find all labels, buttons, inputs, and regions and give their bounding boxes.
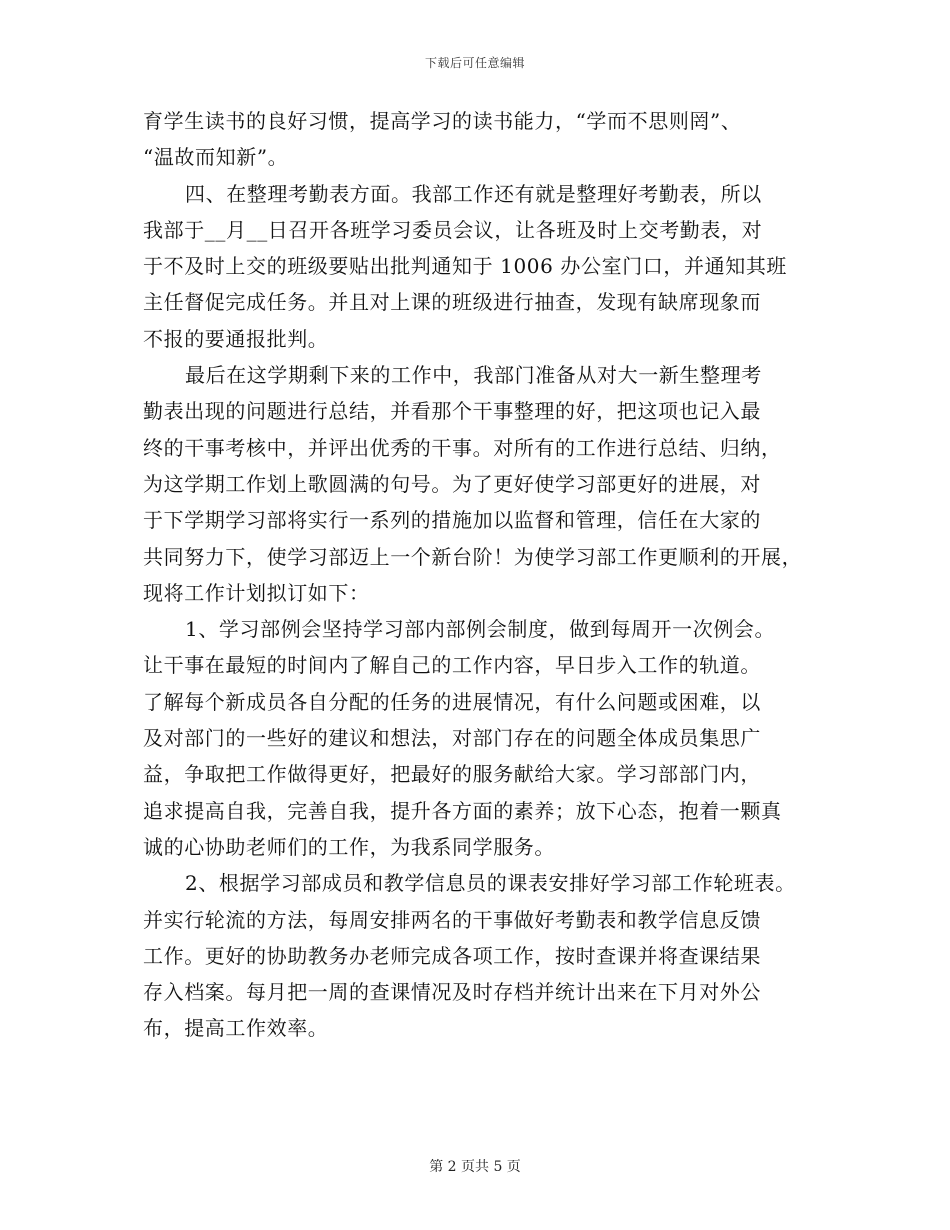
text-line: 不报的要通报批判。	[143, 326, 329, 351]
text-line: 工作。更好的协助教务办老师完成各项工作，按时查课并将查课结果	[143, 943, 761, 968]
text-line: 并实行轮流的方法，每周安排两名的干事做好考勤表和教学信息反馈	[143, 907, 761, 932]
text-line: 于不及时上交的班级要贴出批判通知于 1006 办公室门口，并通知其班	[143, 254, 788, 279]
text-line: 最后在这学期剩下来的工作中，我部门准备从对大一新生整理考	[185, 363, 762, 388]
text-line: 了解每个新成员各自分配的任务的进展情况，有什么问题或困难，以	[143, 689, 761, 714]
text-line: 追求提高自我，完善自我，提升各方面的素养；放下心态，抱着一颗真	[143, 798, 782, 823]
text-line: 终的干事考核中，并评出优秀的干事。对所有的工作进行总结、归纳，	[143, 435, 782, 460]
text-line: 我部于__月__日召开各班学习委员会议，让各班及时上交考勤表，对	[143, 217, 763, 242]
document-body	[143, 103, 823, 1047]
text-line: 1、学习部例会坚持学习部内部例会制度，做到每周开一次例会。	[185, 617, 776, 642]
page-header: 下载后可任意编辑	[424, 56, 525, 70]
text-line: 四、在整理考勤表方面。我部工作还有就是整理好考勤表，所以	[185, 181, 762, 206]
text-line: 让干事在最短的时间内了解自己的工作内容，早日步入工作的轨道。	[143, 653, 761, 678]
page-footer: 第 2 页共 5 页	[429, 1159, 521, 1175]
text-line: 存入档案。每月把一周的查课情况及时存档并统计出来在下月对外公	[143, 980, 761, 1005]
text-line: 为这学期工作划上歌圆满的句号。为了更好使学习部更好的进展，对	[143, 471, 761, 496]
text-line: 主任督促完成任务。并且对上课的班级进行抽查，发现有缺席现象而	[143, 290, 761, 315]
text-line: 现将工作计划拟订如下：	[143, 580, 370, 605]
text-line: 益，争取把工作做得更好，把最好的服务献给大家。学习部部门内，	[143, 762, 761, 787]
text-line: 共同努力下，使学习部迈上一个新台阶！为使学习部工作更顺利的开展，	[143, 544, 803, 569]
text-line: 布，提高工作效率。	[143, 1016, 329, 1041]
text-line: 2、根据学习部成员和教学信息员的课表安排好学习部工作轮班表。	[185, 871, 796, 896]
text-line: “温故而知新”。	[143, 145, 289, 170]
text-line: 诚的心协助老师们的工作，为我系同学服务。	[143, 834, 555, 859]
text-line: 勤表出现的问题进行总结，并看那个干事整理的好，把这项也记入最	[143, 399, 761, 424]
text-line: 及对部门的一些好的建议和想法，对部门存在的问题全体成员集思广	[143, 726, 761, 751]
text-line: 育学生读书的良好习惯，提高学习的读书能力，“学而不思则罔”、	[143, 109, 742, 133]
text-line: 于下学期学习部将实行一系列的措施加以监督和管理，信任在大家的	[143, 508, 761, 533]
